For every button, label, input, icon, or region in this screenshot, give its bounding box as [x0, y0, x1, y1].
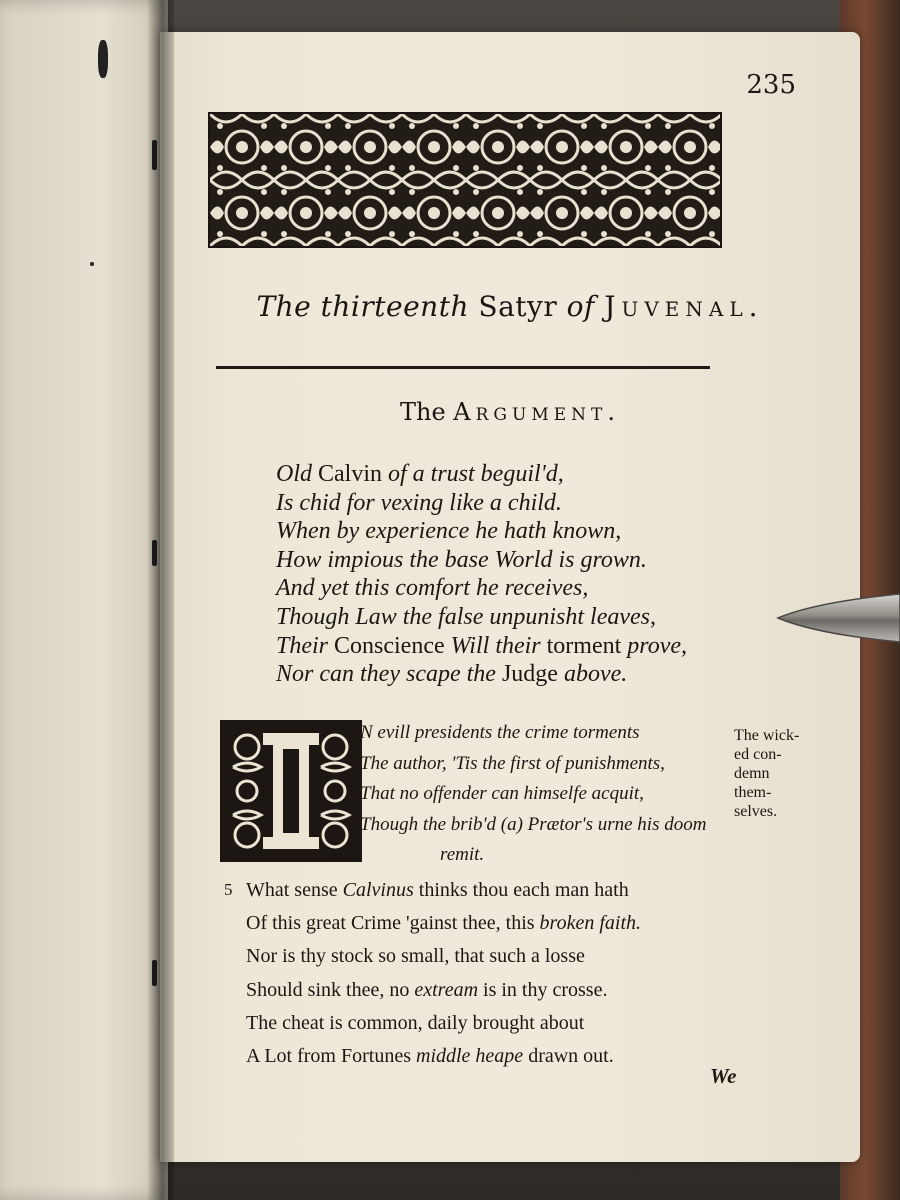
- opening-line: remit.: [440, 844, 485, 865]
- metal-clip-icon: [776, 588, 900, 648]
- body-line: [246, 1040, 766, 1073]
- marginal-note: [734, 726, 814, 821]
- body-text-roman: thinks thou each man hath: [413, 879, 629, 901]
- verse-text: Nor can they scape the: [276, 661, 502, 688]
- marginal-note-line: them-: [734, 784, 772, 801]
- verse-text: Old: [276, 461, 318, 487]
- verse-text: Is chid for vexing like a child.: [276, 489, 562, 516]
- left-facing-page: [0, 0, 168, 1200]
- body-line: [246, 874, 766, 907]
- ink-speck: [90, 262, 94, 266]
- verse-text: And yet this comfort he receives,: [276, 575, 589, 602]
- verse-text: Their: [276, 632, 335, 659]
- body-line: [246, 974, 766, 1007]
- verse-roman-text: Calvin: [318, 461, 382, 487]
- verse-line: [276, 517, 746, 546]
- opening-line: Though the brib'd (a) Prætor's urne his doom: [360, 813, 707, 835]
- body-text: [246, 874, 766, 1073]
- body-text-roman: drawn out.: [523, 1045, 614, 1068]
- ink-mark: [98, 40, 108, 78]
- argument-verse: [276, 460, 746, 689]
- verse-text: of a trust beguil'd,: [382, 461, 564, 487]
- verse-text: How impious the base World is grown.: [276, 546, 647, 573]
- marginal-note-line: demn: [734, 765, 770, 782]
- ornament-pattern: [210, 114, 720, 246]
- verse-line: [276, 603, 746, 632]
- horizontal-rule: [216, 366, 710, 369]
- argument-heading-word: Argument.: [453, 398, 620, 426]
- title-part-4: Juvenal.: [604, 290, 764, 323]
- woodcut-headpiece-ornament: [208, 112, 722, 248]
- verse-roman-text: torment: [546, 632, 622, 659]
- catchword: We: [710, 1064, 737, 1088]
- line-number: 5: [224, 880, 233, 899]
- opening-lines: [360, 718, 740, 871]
- body-line: [246, 907, 766, 940]
- verse-line: [276, 546, 746, 575]
- marginal-note-line: ed con-: [734, 746, 782, 763]
- verse-text: prove,: [621, 632, 688, 659]
- body-text-italic: Calvinus: [342, 879, 414, 901]
- verse-line: [276, 489, 746, 518]
- verse-line: [276, 460, 746, 489]
- title-part-1: The thirteenth: [256, 290, 469, 323]
- body-text-roman: Of this great Crime 'gainst thee, this: [246, 912, 540, 935]
- verse-text: above.: [557, 661, 628, 688]
- title-part-3: of: [566, 290, 595, 323]
- body-line: [246, 1007, 766, 1040]
- body-line: [246, 940, 766, 973]
- body-text-italic: middle heape: [416, 1045, 524, 1068]
- verse-text: Will their: [444, 632, 547, 659]
- body-text-roman: Nor is thy stock so small, that such a losse: [246, 945, 585, 968]
- body-text-italic: broken faith.: [539, 912, 642, 935]
- verse-line: [276, 660, 746, 689]
- opening-line: That no offender can himselfe acquit,: [360, 783, 644, 804]
- page-number: 235: [746, 70, 796, 100]
- body-text-roman: A Lot from Fortunes: [246, 1045, 416, 1068]
- body-text-italic: extream: [414, 978, 479, 1001]
- verse-line: [276, 574, 746, 603]
- body-text-roman: What sense: [246, 879, 343, 901]
- marginal-note-line: The wick-: [734, 727, 800, 744]
- opening-line: The author, 'Tis the first of punishments,: [360, 752, 665, 774]
- verse-text: Though Law the false unpunisht leaves,: [276, 603, 656, 630]
- body-text-roman: The cheat is common, daily brought about: [246, 1011, 585, 1034]
- verse-roman-text: Judge: [501, 661, 558, 688]
- verse-roman-text: Conscience: [334, 632, 445, 659]
- body-text-roman: is in thy crosse.: [478, 978, 608, 1001]
- book-page: [160, 32, 860, 1162]
- argument-heading-the: The: [399, 398, 446, 426]
- verse-line: [276, 632, 746, 661]
- chapter-title: [160, 290, 860, 323]
- title-part-2: Satyr: [478, 290, 558, 323]
- body-text-roman: Should sink thee, no: [246, 978, 415, 1001]
- argument-heading: [160, 398, 860, 426]
- initial-ornament-icon: [223, 723, 359, 859]
- page-gutter-shadow: [148, 0, 174, 1200]
- decorated-initial: [220, 720, 362, 862]
- opening-line: N evill presidents the crime torments: [360, 722, 640, 743]
- verse-text: When by experience he hath known,: [276, 518, 622, 545]
- marginal-note-line: selves.: [734, 803, 778, 820]
- page-holder-clip: [776, 588, 900, 648]
